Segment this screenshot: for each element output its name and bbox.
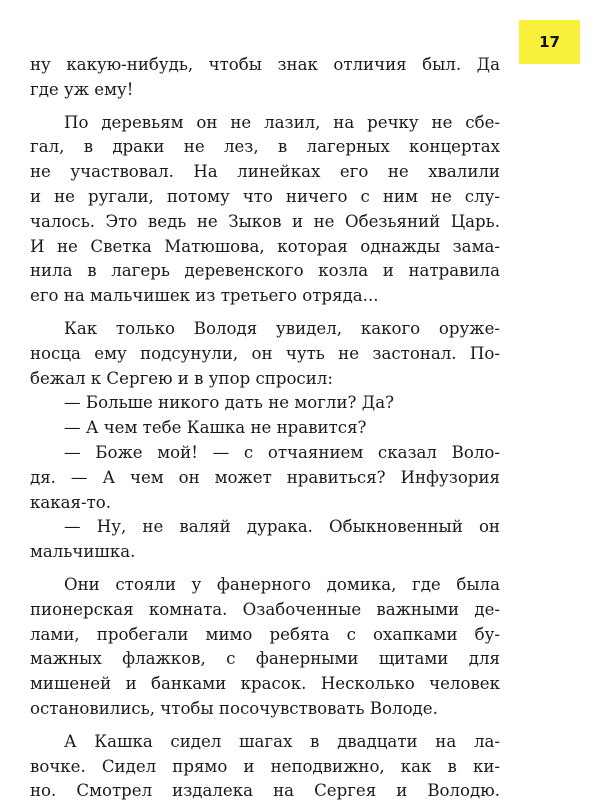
- text-line: пионерская комната. Озабоченные важными де-: [30, 599, 500, 619]
- page-number-badge: [519, 20, 580, 64]
- text-line: По деревьям он не лазил, на речку не сбе-: [64, 112, 500, 132]
- text-line: и не ругали, потому что ничего с ним не слу-: [30, 186, 500, 206]
- text-line: лами, пробегали мимо ребята с охапками бу-: [30, 624, 500, 644]
- text-line: чалось. Это ведь не Зыков и не Обезьяний Царь.: [30, 211, 500, 231]
- text-line: вочке. Сидел прямо и неподвижно, как в ки-: [30, 756, 500, 776]
- body-text: [30, 53, 500, 804]
- text-line: — Боже мой! — с отчаянием сказал Воло-: [64, 442, 500, 462]
- text-line: бежал к Сергею и в упор спросил:: [30, 368, 333, 388]
- text-line: — А чем тебе Кашка не нравится?: [64, 418, 367, 438]
- text-line: — Больше никого дать не могли? Да?: [64, 393, 394, 413]
- paragraph-5: [30, 730, 500, 804]
- text-line: носца ему подсунули, он чуть не застонал. По-: [30, 343, 500, 363]
- page-number: 17: [539, 33, 560, 51]
- text-line: остановились, чтобы посочувствовать Володе.: [30, 698, 438, 718]
- paragraph-3: [30, 317, 500, 391]
- paragraph-4: [30, 573, 500, 722]
- paragraph-2: [30, 111, 500, 309]
- text-line: где уж ему!: [30, 79, 134, 99]
- text-line: гал, в драки не лез, в лагерных концертах: [30, 137, 500, 157]
- dialogue-line-2: [30, 416, 500, 441]
- text-line: И не Светка Матюшова, которая однажды зама-: [30, 236, 500, 256]
- text-line: не участвовал. На линейках его не хвалили: [30, 162, 500, 182]
- text-line: Как только Володя увидел, какого оруже-: [64, 318, 500, 338]
- text-line: дя. — А чем он может нравиться? Инфузория: [30, 467, 500, 487]
- text-line: А Кашка сидел шагах в двадцати на ла-: [64, 731, 500, 751]
- text-line: его на мальчишек из третьего отряда...: [30, 286, 379, 306]
- text-line: ну какую-нибудь, чтобы знак отличия был. Да: [30, 55, 500, 74]
- text-line: нила в лагерь деревенского козла и натравила: [30, 261, 500, 281]
- text-line: Они стояли у фанерного домика, где была: [64, 574, 500, 594]
- dialogue-line-4: [30, 515, 500, 565]
- text-line: но. Смотрел издалека на Сергея и Володю.: [30, 781, 500, 801]
- text-line: — Ну, не валяй дурака. Обыкновенный он: [64, 517, 500, 537]
- text-line: какая-то.: [30, 492, 112, 512]
- text-line: мажных флажков, с фанерными щитами для: [30, 649, 500, 669]
- text-line: мальчишка.: [30, 542, 136, 562]
- dialogue-line-3: [30, 441, 500, 515]
- dialogue-line-1: [30, 391, 500, 416]
- text-line: мишеней и банками красок. Несколько человек: [30, 674, 500, 694]
- paragraph-1: [30, 53, 500, 103]
